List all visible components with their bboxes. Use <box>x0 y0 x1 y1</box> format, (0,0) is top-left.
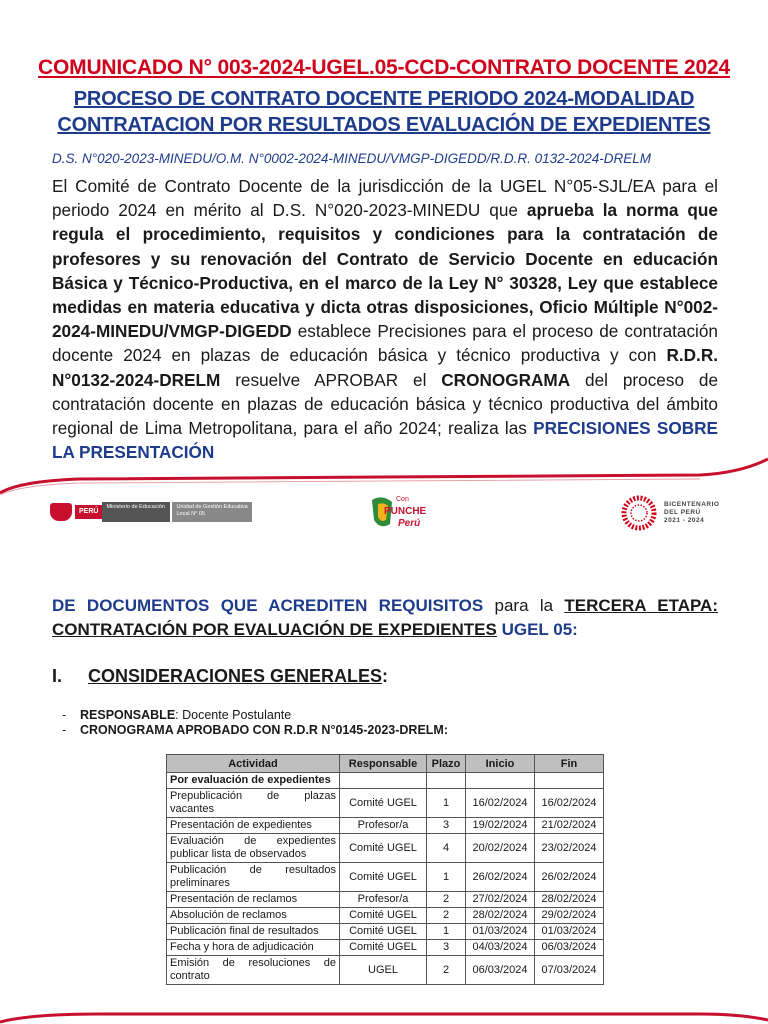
cell-fin: 23/02/2024 <box>535 834 604 863</box>
cell-inicio: 27/02/2024 <box>466 892 535 908</box>
intro-bold-3: CRONOGRAMA <box>441 369 571 390</box>
intro-text-2: establece Precisiones para el proceso de contratación docente 2024 en plazas de educación básica y técnico productiva y con <box>52 321 718 366</box>
table-row <box>167 818 604 834</box>
orgullo-con: Con <box>396 496 409 503</box>
continuation-contratacion: CONTRATACIÓN POR EVALUACIÓN DE EXPEDIENTES <box>52 620 497 639</box>
cell-responsable: Comité UGEL <box>340 908 427 924</box>
group-empty-cell <box>535 773 604 789</box>
intro-bold-4: PRECISIONES SOBRE LA PRESENTACIÓN <box>52 418 719 463</box>
bicentenario-line-3: 2021 - 2024 <box>664 517 705 524</box>
cell-fin: 21/02/2024 <box>535 818 604 834</box>
table-group-row <box>167 773 604 789</box>
bicentenario-line-2: DEL PERÚ <box>664 509 701 516</box>
col-actividad: Actividad <box>167 755 340 773</box>
cell-inicio: 01/03/2024 <box>466 924 535 940</box>
section-title: CONSIDERACIONES GENERALES <box>88 666 383 686</box>
table-row <box>167 940 604 956</box>
cell-inicio: 04/03/2024 <box>466 940 535 956</box>
page-title: COMUNICADO N° 003-2024-UGEL.05-CCD-CONTRATO DOCENTE 2024 <box>38 56 730 79</box>
continuation-etapa: TERCERA ETAPA: <box>564 596 718 615</box>
bullet-responsable-value: : Docente Postulante <box>175 708 292 722</box>
intro-paragraph <box>52 174 718 464</box>
cell-plazo: 1 <box>427 789 466 818</box>
cell-actividad: Evaluación de expedientes publicar lista de observados <box>167 834 340 863</box>
section-number: I. <box>52 666 63 686</box>
col-inicio: Inicio <box>466 755 535 773</box>
page-bottom-curve <box>0 1010 768 1024</box>
group-empty-cell <box>340 773 427 789</box>
bullet-responsable <box>62 708 291 722</box>
cell-actividad: Presentación de expedientes <box>167 818 340 834</box>
cell-responsable: Comité UGEL <box>340 924 427 940</box>
cell-responsable: Profesor/a <box>340 818 427 834</box>
cell-inicio: 26/02/2024 <box>466 863 535 892</box>
cell-responsable: Comité UGEL <box>340 940 427 956</box>
intro-text-1: El Comité de Contrato Docente de la jurisdicción de la UGEL N°05-SJL/EA para el periodo 2024 en mérito al D.S. N°020-2023-MINEDU que <box>52 176 718 221</box>
ministerio-label: Ministerio de Educación <box>102 502 170 522</box>
cell-inicio: 28/02/2024 <box>466 908 535 924</box>
cell-fin: 29/02/2024 <box>535 908 604 924</box>
continuation-line-1 <box>52 596 718 616</box>
cell-plazo: 2 <box>427 908 466 924</box>
cell-responsable: Comité UGEL <box>340 789 427 818</box>
cell-responsable: Comité UGEL <box>340 834 427 863</box>
cell-actividad: Publicación final de resultados <box>167 924 340 940</box>
section-heading <box>52 666 388 687</box>
table-row <box>167 789 604 818</box>
cell-fin: 26/02/2024 <box>535 863 604 892</box>
intro-bold-2: R.D.R. N°0132-2024-DRELM <box>52 345 718 390</box>
cell-fin: 28/02/2024 <box>535 892 604 908</box>
cell-fin: 06/03/2024 <box>535 940 604 956</box>
table-row <box>167 908 604 924</box>
cell-actividad: Fecha y hora de adjudicación <box>167 940 340 956</box>
bullet-cronograma-label: CRONOGRAMA APROBADO CON R.D.R N°0145-2023-DRELM: <box>80 723 448 737</box>
bullet-dash: - <box>62 723 67 737</box>
cell-plazo: 4 <box>427 834 466 863</box>
cell-inicio: 16/02/2024 <box>466 789 535 818</box>
cronograma-table <box>166 754 604 985</box>
legal-reference: D.S. N°020-2023-MINEDU/O.M. N°0002-2024-MINEDU/VMGP-DIGEDD/R.D.R. 0132-2024-DRELM <box>52 151 651 166</box>
continuation-blue-text: DE DOCUMENTOS QUE ACREDITEN REQUISITOS <box>52 596 484 615</box>
table-row <box>167 863 604 892</box>
cell-fin: 16/02/2024 <box>535 789 604 818</box>
cell-inicio: 20/02/2024 <box>466 834 535 863</box>
cell-fin: 01/03/2024 <box>535 924 604 940</box>
continuation-ugel: UGEL 05: <box>496 620 578 639</box>
table-row <box>167 924 604 940</box>
cell-plazo: 3 <box>427 940 466 956</box>
continuation-line-2 <box>52 620 718 640</box>
cell-inicio: 06/03/2024 <box>466 956 535 985</box>
intro-bold-1: aprueba la norma que regula el procedimiento, requisitos y condiciones para la contratación de profesores y su renovación del Contrato de Servicio Docente en educación Básica y Técnico-Productiva, en el marco de la Ley N° 30328, Ley que establece medidas en materia educativa y dicta otras disposiciones, Oficio Múltiple N°002-2024-MINEDU/VMGP-DIGEDD <box>52 200 718 342</box>
bullet-dash: - <box>62 708 67 722</box>
cell-fin: 07/03/2024 <box>535 956 604 985</box>
peru-shield-icon <box>50 503 72 521</box>
group-empty-cell <box>466 773 535 789</box>
cell-actividad: Presentación de reclamos <box>167 892 340 908</box>
cell-actividad: Prepublicación de plazas vacantes <box>167 789 340 818</box>
cell-actividad: Emisión de resoluciones de contrato <box>167 956 340 985</box>
subtitle-line-2: CONTRATACION POR RESULTADOS EVALUACIÓN DE EXPEDIENTES <box>57 114 711 136</box>
col-plazo: Plazo <box>427 755 466 773</box>
cell-responsable: Profesor/a <box>340 892 427 908</box>
cell-responsable: Comité UGEL <box>340 863 427 892</box>
cell-actividad: Publicación de resultados preliminares <box>167 863 340 892</box>
group-label: Por evaluación de expedientes <box>167 773 340 789</box>
minedu-logo <box>50 502 252 522</box>
orgullo-peru: Perú <box>398 518 421 529</box>
subtitle-line-1: PROCESO DE CONTRATO DOCENTE PERIODO 2024-MODALIDAD <box>73 88 695 110</box>
cell-plazo: 2 <box>427 892 466 908</box>
cell-plazo: 1 <box>427 863 466 892</box>
table-row <box>167 892 604 908</box>
intro-text-4: del proceso de contratación docente en plazas de educación básica y técnico productiva del ámbito regional de Lima Metropolitana, para el año 2024; realiza las <box>52 369 718 439</box>
cell-inicio: 19/02/2024 <box>466 818 535 834</box>
continuation-para: para la <box>483 596 565 615</box>
table-row <box>167 956 604 985</box>
footer-logos <box>0 490 768 540</box>
orgullo-punche: PUNCHE <box>384 506 427 517</box>
cell-plazo: 1 <box>427 924 466 940</box>
col-responsable: Responsable <box>340 755 427 773</box>
bullet-responsable-label: RESPONSABLE <box>80 708 176 722</box>
bicentenario-line-1: BICENTENARIO <box>664 501 720 508</box>
bicentenario-logo <box>620 494 719 532</box>
bicentenario-text <box>664 501 719 525</box>
page-break-curve <box>0 455 768 495</box>
unidad-label: Unidad de Gestión Educativa Local N° 05 <box>172 502 252 522</box>
table-header-row <box>167 755 604 773</box>
group-empty-cell <box>427 773 466 789</box>
bullet-cronograma <box>62 723 448 737</box>
col-fin: Fin <box>535 755 604 773</box>
cell-plazo: 2 <box>427 956 466 985</box>
bicentenario-icon <box>620 494 658 532</box>
con-punche-peru-logo <box>368 490 428 532</box>
peru-label: PERÚ <box>75 505 102 519</box>
cell-actividad: Absolución de reclamos <box>167 908 340 924</box>
table-row <box>167 834 604 863</box>
cell-responsable: UGEL <box>340 956 427 985</box>
cell-plazo: 3 <box>427 818 466 834</box>
intro-text-3: resuelve APROBAR el <box>220 369 442 390</box>
section-colon: : <box>382 666 389 686</box>
